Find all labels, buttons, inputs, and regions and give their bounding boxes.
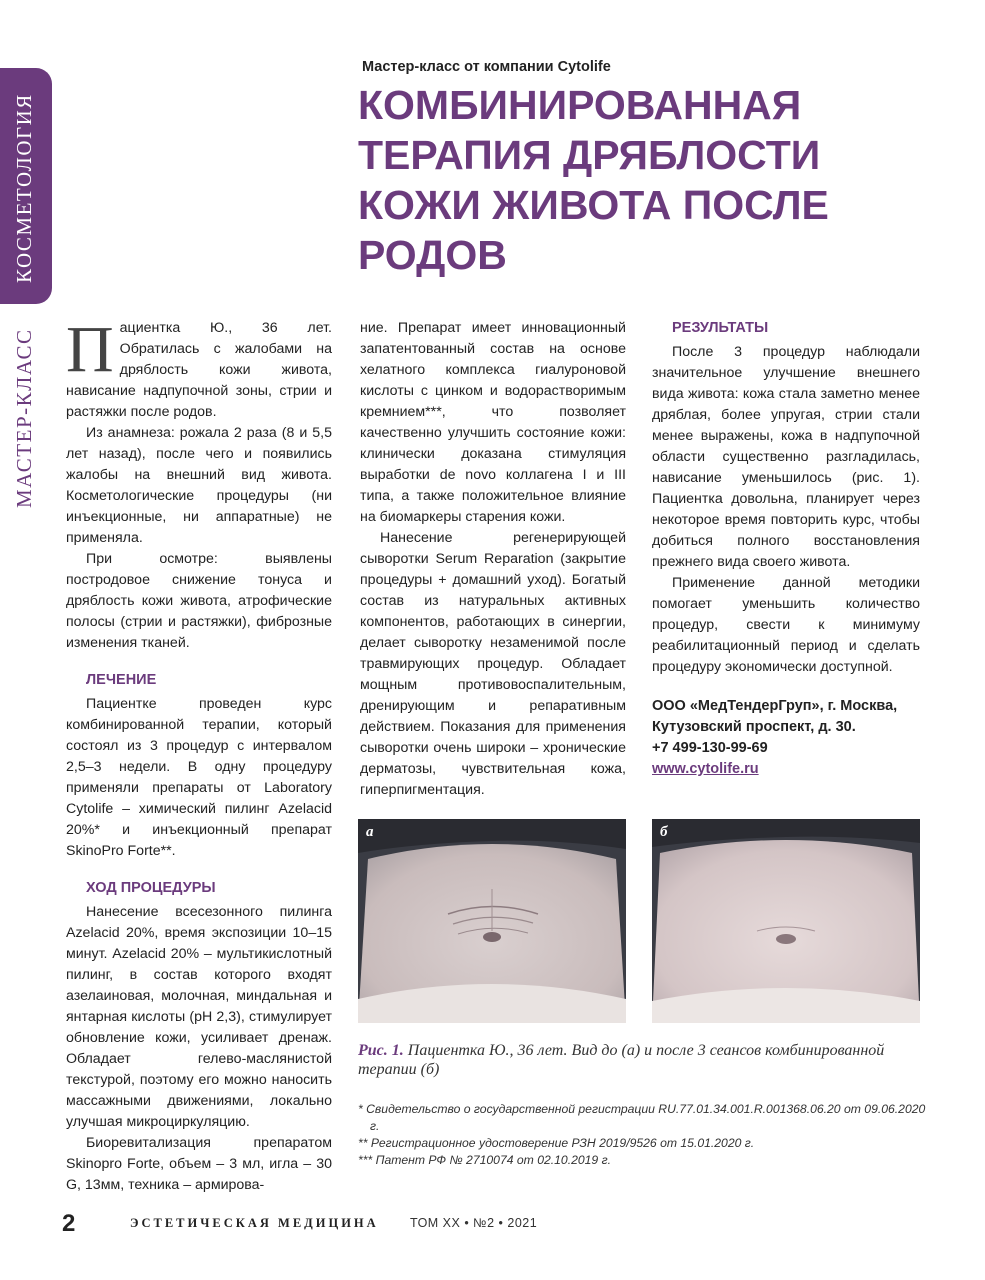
footnote: *** Патент РФ № 2710074 от 02.10.2019 г. — [358, 1153, 611, 1167]
article-kicker: Мастер-класс от компании Cytolife — [362, 59, 611, 75]
results-paragraph: После 3 процедур наблюдали значительное улучшение внешнего вида живота: кожа стала заметно менее дряблая, более упругая, стрии стали менее выражены, кожа в надпупочной области существенно разгладилась, нависание уменьшилось (рис. 1). Пациентка довольна, планирует через некоторое время повторить курс, чтобы добиться полного восстановления прежнего вида своего живота. — [652, 344, 920, 570]
footnotes — [358, 1101, 928, 1169]
company-phone[interactable]: +7 499-130-99-69 — [652, 740, 768, 756]
page-number: 2 — [62, 1210, 76, 1237]
figure-caption — [358, 1041, 928, 1079]
abdomen-after-image — [652, 819, 920, 1023]
title-line: ТЕРАПИЯ ДРЯБЛОСТИ — [358, 132, 821, 178]
photo-after — [652, 819, 920, 1023]
intro-paragraph: Пациентка Ю., 36 лет. Обратилась с жалобами на дряблость кожи живота, нависание надпупочной зоны, стрии и растяжки после родов. — [66, 313, 332, 420]
anamnesis-paragraph: Из анамнеза: рожала 2 раза (8 и 5,5 лет назад), после чего и появились жалобы на внешний вид живота. Косметологические процедуры (ни инъекционные, ни аппаратные) не применяла. — [66, 425, 332, 546]
drug-paragraph: ние. Препарат имеет инновационный запатентованный состав на основе хелатного комплекса гиалуроновой кислоты с цинком и водорастворимым кремнием***, что позволяет качественно улучшить состояние кожи: клинически доказана стимуляция выработки de novo коллагена I и III типа, а также положительное влияние на биомаркеры старения кожи. — [360, 320, 626, 525]
photo-label-a: а — [366, 824, 374, 840]
footnote: ** Регистрационное удостоверение РЗН 2019/9526 от 15.01.2020 г. — [358, 1136, 755, 1150]
peeling-paragraph: Нанесение всесезонного пилинга Azelacid 20%, время экспозиции 10–15 минут. Azelacid 20% – мультикислотный пилинг, в состав которого входят азелаиновая, молочная, миндальная и янтарная кислоты (рН 2,3), стимулирует обновление кожи, усиливает дренаж. Обладает гелево-маслянистой текстурой, поэтому его можно наносить массажными движениями, локально улучшая микроциркуляцию. — [66, 904, 332, 1130]
drop-cap: П — [66, 313, 114, 386]
column-3 — [652, 318, 920, 780]
issue-info: ТОМ XX • №2 • 2021 — [410, 1216, 538, 1230]
title-line: КОЖИ ЖИВОТА ПОСЛЕ — [358, 182, 829, 228]
abdomen-before-image — [358, 819, 626, 1023]
footnote: * Свидетельство о государственной регистрации RU.77.01.34.001.R.001368.06.20 от 09.06.2020 г. — [358, 1102, 926, 1133]
title-line: РОДОВ — [358, 232, 507, 278]
photo-label-b: б — [660, 824, 668, 840]
biorevitalization-paragraph: Биоревитализация препаратом Skinopro Forte, объем – 3 мл, игла – 30 G, 13мм, техника – армирова- — [66, 1135, 332, 1193]
figure-number: Рис. 1. — [358, 1042, 404, 1059]
company-website-link[interactable]: www.cytolife.ru — [652, 761, 759, 777]
company-name: ООО «МедТендерГруп», г. Москва, — [652, 698, 898, 714]
article-title — [358, 80, 958, 280]
title-line: КОМБИНИРОВАННАЯ — [358, 82, 802, 128]
figure-caption-text: Пациентка Ю., 36 лет. Вид до (а) и после 3 сеансов комбинированной терапии (б) — [358, 1042, 885, 1078]
treatment-heading: ЛЕЧЕНИЕ — [86, 672, 157, 688]
company-address: Кутузовский проспект, д. 30. — [652, 719, 856, 735]
examination-paragraph: При осмотре: выявлены постродовое снижение тонуса и дряблость кожи живота, атрофические полосы (стрии и растяжки), фиброзные изменения тканей. — [66, 551, 332, 651]
contact-block — [652, 696, 920, 780]
treatment-paragraph: Пациентке проведен курс комбинированной терапии, который состоял из 3 процедур с интервалом 2,5–3 недели. В одну процедуру применяли препараты от Laboratory Cytolife – химический пилинг Azelacid 20%* и инъекционный препарат SkinoPro Forte**. — [66, 696, 332, 859]
column-1 — [66, 313, 332, 1196]
procedure-heading: ХОД ПРОЦЕДУРЫ — [86, 880, 216, 896]
section-label: КОСМЕТОЛОГИЯ — [12, 93, 36, 283]
column-2 — [360, 318, 626, 801]
conclusion-paragraph: Применение данной методики помогает уменьшить количество процедур, свести к минимуму реабилитационный период и сделать процедуру экономически доступной. — [652, 575, 920, 675]
results-heading: РЕЗУЛЬТАТЫ — [672, 320, 769, 336]
rubric-label: МАСТЕР-КЛАСС — [12, 328, 36, 508]
journal-name: ЭСТЕТИЧЕСКАЯ МЕДИЦИНА — [130, 1216, 379, 1230]
photo-before — [358, 819, 626, 1023]
serum-paragraph: Нанесение регенерирующей сыворотки Serum Reparation (закрытие процедуры + домашний уход). Богатый состав из натуральных активных компонентов, работающих в синергии, делает сыворотку незаменимой после травмирующих процедур. Обладает мощным противовоспалительным, дренирующим и репаративным действием. Показания для применения сыворотки очень широки – хронические дерматозы, чувствительная кожа, гиперпигментация. — [360, 530, 626, 798]
